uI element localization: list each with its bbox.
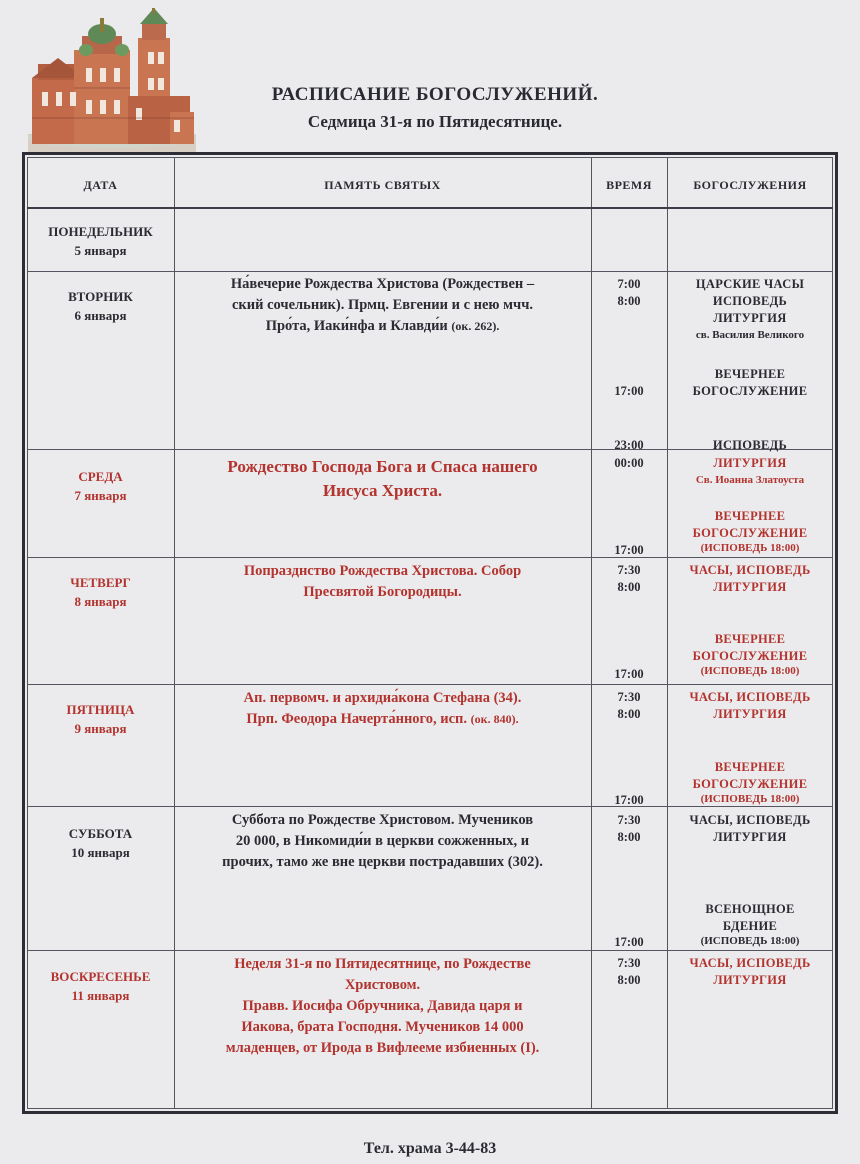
- column-header-date: ДАТА: [83, 178, 118, 192]
- day-name: ПОНЕДЕЛЬНИК: [48, 224, 153, 239]
- table-row-saturday-date: [27, 824, 174, 862]
- saints-line: Прп. Феодора Начерта́нного, исп. (ок. 840).: [246, 711, 519, 727]
- day-date: 5 января: [74, 243, 127, 258]
- table-row-monday-date: [27, 222, 174, 260]
- saints-line: ский сочельник). Прмц. Евгении и с нею мчч.: [231, 297, 533, 313]
- row-divider: [27, 684, 833, 685]
- services-cell: [669, 508, 831, 555]
- table-row-wednesday-saints: [176, 455, 589, 503]
- time-value: 17:00: [614, 667, 644, 681]
- service-name: БОГОСЛУЖЕНИЕ: [692, 649, 808, 663]
- row-divider: [27, 950, 833, 951]
- saints-line: На́вечерие Рождества Христова (Рождествен –: [230, 276, 535, 292]
- service-name: ЛИТУРГИЯ: [713, 973, 787, 987]
- saints-line: Иакова, брата Господня. Мучеников 14 000: [241, 1019, 524, 1035]
- column-header-services: БОГОСЛУЖЕНИЯ: [693, 178, 807, 192]
- service-name: ВЕЧЕРНЕЕ: [714, 367, 786, 381]
- day-name: СУББОТА: [68, 826, 133, 841]
- service-note: св. Василия Великого: [695, 329, 805, 341]
- service-name: ЦАРСКИЕ ЧАСЫ: [695, 277, 805, 291]
- services-cell: [669, 812, 831, 846]
- services-cell: [669, 955, 831, 989]
- service-note: (ИСПОВЕДЬ 18:00): [700, 542, 800, 554]
- day-date: 8 января: [74, 594, 127, 609]
- service-name: БОГОСЛУЖЕНИЕ: [692, 384, 808, 398]
- times-cell: [593, 689, 665, 723]
- time-value: 00:00: [614, 456, 644, 470]
- saints-line: Неделя 31-я по Пятидесятнице, по Рождестве: [234, 956, 531, 972]
- times-cell: [593, 955, 665, 989]
- time-value: 7:30: [617, 813, 641, 827]
- saints-line: Рождество Господа Бога и Спаса нашего: [227, 457, 538, 476]
- time-value: 17:00: [614, 384, 644, 398]
- service-name: ЛИТУРГИЯ: [713, 830, 787, 844]
- services-cell: [669, 562, 831, 596]
- table-row-thursday-date: [27, 573, 174, 611]
- row-divider: [27, 271, 833, 272]
- saints-line: Про́та, Иаки́нфа и Клавди́и (ок. 262).: [265, 318, 500, 334]
- services-cell: [669, 366, 831, 400]
- time-value: 17:00: [614, 543, 644, 557]
- service-name: ВЕЧЕРНЕЕ: [714, 632, 786, 646]
- saints-note: (ок. 840).: [470, 712, 519, 726]
- time-value: 8:00: [617, 294, 641, 308]
- saints-line: младенцев, от Ирода в Вифлееме избиенных (I).: [225, 1040, 540, 1056]
- service-name: ВЕЧЕРНЕЕ: [714, 760, 786, 774]
- day-name: ПЯТНИЦА: [66, 702, 135, 717]
- column-divider: [591, 157, 592, 1109]
- services-cell: [669, 759, 831, 806]
- column-header-saints: ПАМЯТЬ СВЯТЫХ: [324, 178, 441, 192]
- saints-line: Ап. первомч. и архидиа́кона Стефана (34).: [243, 690, 522, 706]
- page-title: РАСПИСАНИЕ БОГОСЛУЖЕНИЙ.: [271, 84, 599, 105]
- time-value: 23:00: [614, 438, 644, 452]
- day-date: 9 января: [74, 721, 127, 736]
- day-date: 10 января: [71, 845, 130, 860]
- services-cell: [669, 455, 831, 489]
- church-illustration: [28, 8, 196, 152]
- times-cell: [593, 812, 665, 846]
- row-divider: [27, 557, 833, 558]
- day-date: 11 января: [71, 988, 130, 1003]
- saints-line: Иисуса Христа.: [322, 481, 443, 500]
- row-divider: [27, 806, 833, 807]
- time-value: 7:30: [617, 563, 641, 577]
- time-value: 8:00: [617, 707, 641, 721]
- service-note: (ИСПОВЕДЬ 18:00): [700, 793, 800, 805]
- service-name: БОГОСЛУЖЕНИЕ: [692, 777, 808, 791]
- day-name: ЧЕТВЕРГ: [70, 575, 131, 590]
- service-note: Св. Иоанна Златоуста: [695, 474, 805, 486]
- table-row-tuesday-saints: [176, 274, 589, 337]
- saints-note: (ок. 262).: [451, 319, 500, 333]
- service-name: ВСЕНОЩНОЕ: [705, 902, 795, 916]
- service-name: ИСПОВЕДЬ: [712, 438, 788, 452]
- saints-line: прочих, тамо же вне церкви пострадавших (302).: [222, 854, 543, 870]
- service-note: (ИСПОВЕДЬ 18:00): [700, 665, 800, 677]
- table-row-tuesday-date: [27, 287, 174, 325]
- column-divider: [667, 157, 668, 1109]
- saints-line: Попразднство Рождества Христова. Собор: [243, 563, 522, 579]
- saints-line: Суббота по Рождестве Христовом. Мучеников: [231, 812, 534, 828]
- time-value: 8:00: [617, 973, 641, 987]
- saints-line: Правв. Иосифа Обручника, Давида царя и: [242, 998, 523, 1014]
- table-row-sunday-date: [27, 967, 174, 1005]
- day-name: ВТОРНИК: [68, 289, 133, 304]
- service-name: ЛИТУРГИЯ: [713, 456, 787, 470]
- times-cell: [593, 276, 665, 310]
- table-row-thursday-saints: [176, 561, 589, 603]
- service-name: ЧАСЫ, ИСПОВЕДЬ: [689, 813, 811, 827]
- row-divider: [27, 207, 833, 209]
- day-date: 7 января: [74, 488, 127, 503]
- service-name: ЧАСЫ, ИСПОВЕДЬ: [689, 563, 811, 577]
- table-row-friday-date: [27, 700, 174, 738]
- service-name: ЧАСЫ, ИСПОВЕДЬ: [689, 690, 811, 704]
- table-row-saturday-saints: [176, 810, 589, 873]
- service-name: ЧАСЫ, ИСПОВЕДЬ: [689, 956, 811, 970]
- service-name: БОГОСЛУЖЕНИЕ: [692, 526, 808, 540]
- page-subtitle: Седмица 31-я по Пятидесятнице.: [307, 112, 563, 131]
- service-name: ЛИТУРГИЯ: [713, 707, 787, 721]
- saints-line: Пресвятой Богородицы.: [303, 584, 462, 600]
- services-cell: [669, 276, 831, 344]
- service-name: ВЕЧЕРНЕЕ: [714, 509, 786, 523]
- service-name: ИСПОВЕДЬ: [712, 294, 788, 308]
- column-divider: [174, 157, 175, 1109]
- time-value: 8:00: [617, 830, 641, 844]
- time-value: 7:00: [617, 277, 641, 291]
- time-value: 8:00: [617, 580, 641, 594]
- time-value: 17:00: [614, 935, 644, 949]
- time-value: 7:30: [617, 690, 641, 704]
- service-name: ЛИТУРГИЯ: [713, 580, 787, 594]
- table-row-friday-saints: [176, 688, 589, 730]
- day-name: СРЕДА: [78, 469, 123, 484]
- service-name: БДЕНИЕ: [722, 919, 778, 933]
- church-phone: Тел. храма 3-44-83: [363, 1140, 497, 1157]
- services-cell: [669, 631, 831, 678]
- day-date: 6 января: [74, 308, 127, 323]
- saints-line: Христовом.: [344, 977, 421, 993]
- services-cell: [669, 689, 831, 723]
- saints-line: 20 000, в Никомиди́и в церкви сожженных, и: [235, 833, 530, 849]
- services-cell: [669, 901, 831, 948]
- service-note: (ИСПОВЕДЬ 18:00): [700, 935, 800, 947]
- table-row-sunday-saints: [176, 954, 589, 1059]
- table-row-wednesday-date: [27, 467, 174, 505]
- time-value: 17:00: [614, 793, 644, 807]
- day-name: ВОСКРЕСЕНЬЕ: [50, 969, 151, 984]
- service-name: ЛИТУРГИЯ: [713, 311, 787, 325]
- times-cell: [593, 562, 665, 596]
- column-header-time: ВРЕМЯ: [606, 178, 652, 192]
- time-value: 7:30: [617, 956, 641, 970]
